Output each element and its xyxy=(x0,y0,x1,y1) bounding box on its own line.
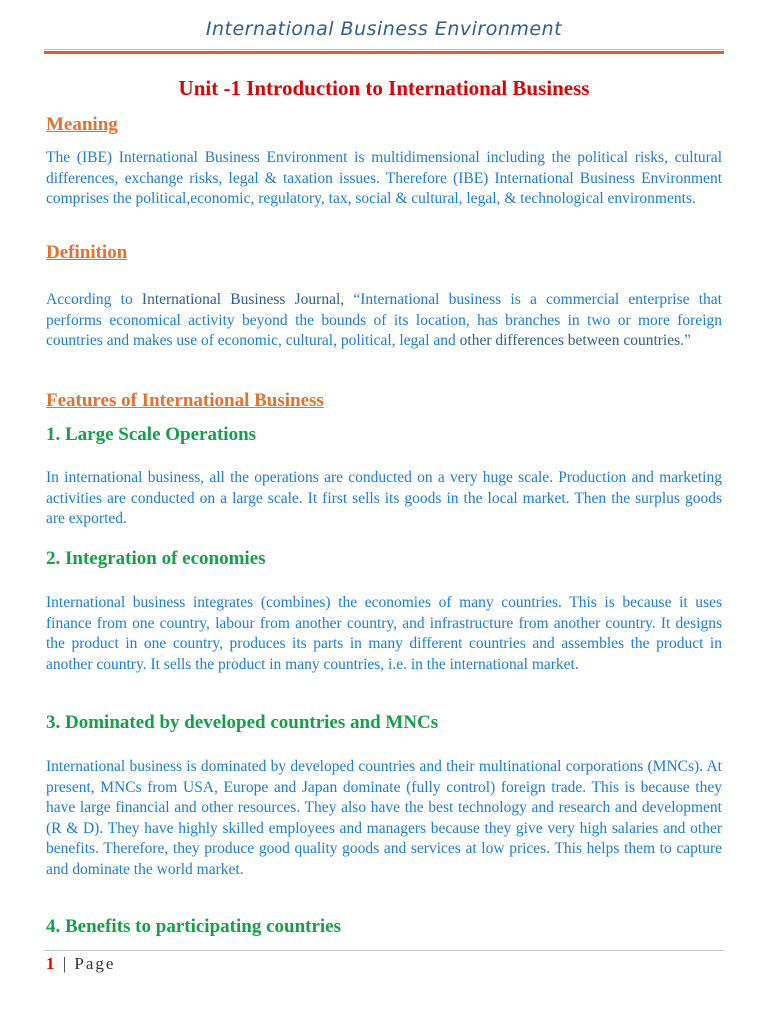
definition-source: International Business Journal, xyxy=(141,291,345,308)
feature-text: In international business, all the operations are conducted on a very huge scale. Production and marketing activities are conducted on a large scale. It first sells its goods in the local market. Then the surplus goods are exported. xyxy=(46,469,722,527)
page-number: 1 xyxy=(46,954,57,973)
header-divider-thick xyxy=(44,51,724,54)
meaning-heading: Meaning xyxy=(46,114,118,135)
features-heading: Features of International Business xyxy=(46,390,324,411)
footer-divider xyxy=(44,950,724,951)
feature-title: 2. Integration of economies xyxy=(46,548,266,569)
page-title: Unit -1 Introduction to International Business xyxy=(178,76,590,100)
meaning-paragraph: The (IBE) International Business Environment is multidimensional including the political risks, cultural differences, exchange risks, legal & taxation issues. Therefore (IBE) International Business Environment comprises the political,economic, regulatory, tax, social & cultural, legal, & technological environments. xyxy=(46,149,722,207)
definition-paragraph xyxy=(46,290,722,352)
page-label: Page xyxy=(74,954,116,973)
feature-title: 3. Dominated by developed countries and MNCs xyxy=(46,712,439,733)
page-separator: | xyxy=(56,954,75,973)
definition-quote-highlight: other differences between countries xyxy=(459,332,681,349)
definition-prefix: According to xyxy=(46,291,142,308)
feature-text: International business integrates (combines) the economies of many countries. This is because it uses finance from one country, labour from another country, and infrastructure from another country. It designs the product in one country, produces its parts in many different countries and assembles the product in another country. It sells the product in many countries, i.e. in the international market. xyxy=(46,594,722,673)
definition-quote-end: .” xyxy=(680,332,691,349)
feature-title: 1. Large Scale Operations xyxy=(46,424,257,445)
page-footer xyxy=(46,954,115,974)
header-divider-thin xyxy=(44,49,724,50)
running-header: International Business Environment xyxy=(205,18,563,40)
feature-title: 4. Benefits to participating countries xyxy=(46,916,342,937)
feature-text: International business is dominated by developed countries and their multinational corporations (MNCs). At present, MNCs from USA, Europe and Japan dominate (fully control) foreign trade. This is because they have large financial and other resources. They also have the best technology and research and development (R & D). They have highly skilled employees and managers because they give very high salaries and other benefits. Therefore, they produce good quality goods and services at low prices. This helps them to capture and dominate the world market. xyxy=(46,758,722,878)
definition-heading: Definition xyxy=(46,242,128,263)
definition-quote: “International business is a commercial enterprise that performs economical activity beyond the bounds of its location, has branches in two or more foreign countries and makes use of economic, cultural, political, legal and xyxy=(46,291,722,349)
